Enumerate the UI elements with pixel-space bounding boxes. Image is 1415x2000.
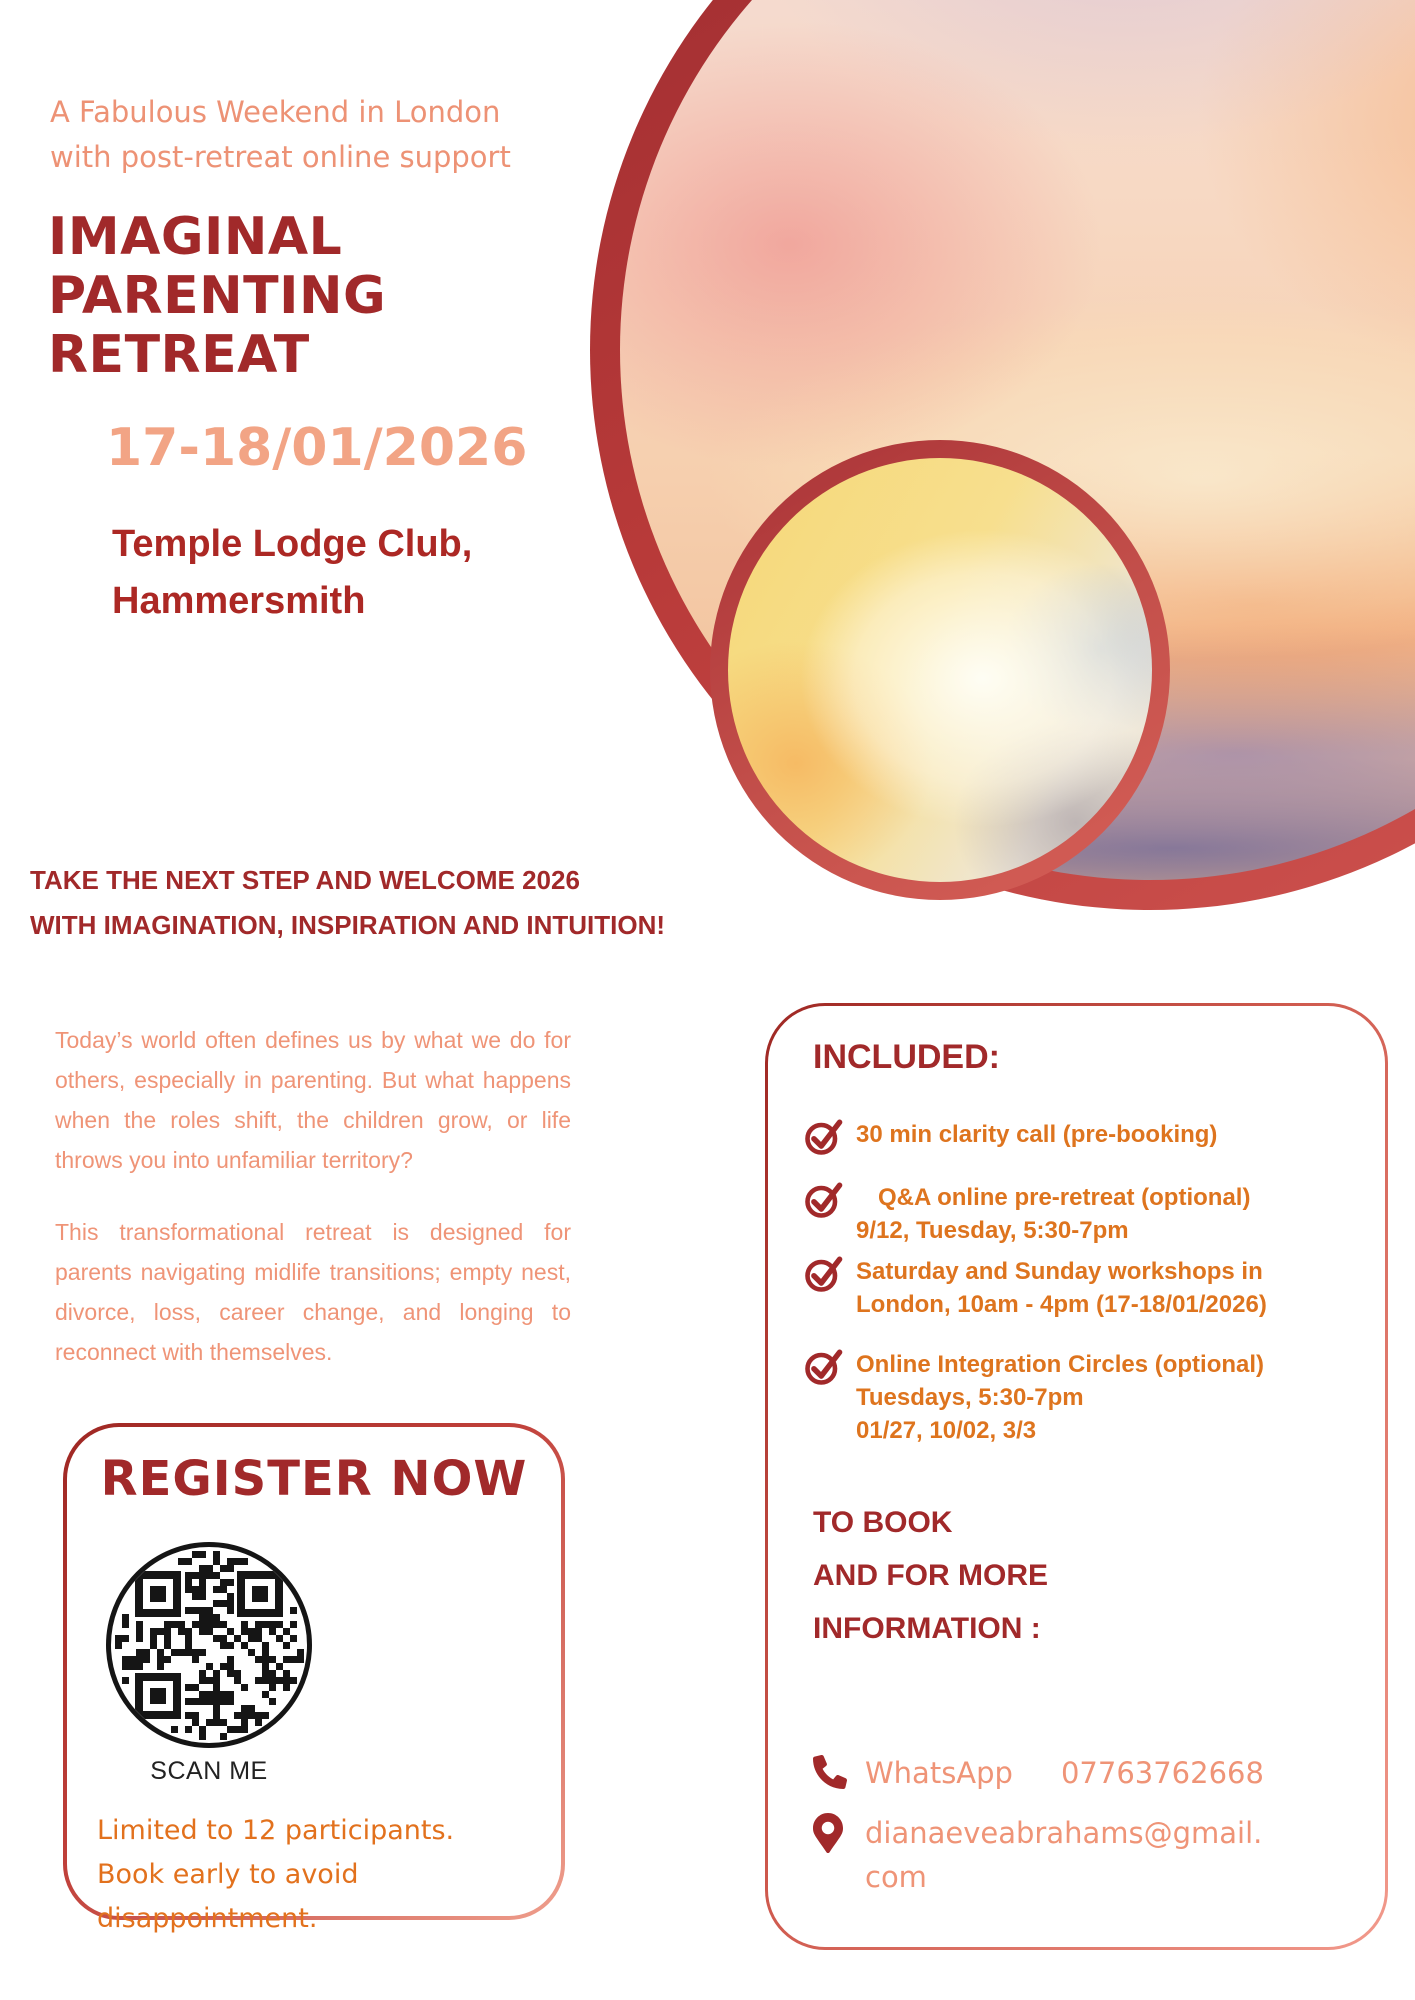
qr-module xyxy=(122,1677,129,1684)
qr-module xyxy=(164,1621,171,1628)
qr-code xyxy=(106,1542,312,1748)
title-line: IMAGINAL xyxy=(48,207,343,267)
qr-module xyxy=(276,1663,283,1670)
qr-module xyxy=(255,1719,262,1726)
qr-module xyxy=(213,1670,220,1677)
qr-module xyxy=(199,1726,206,1733)
qr-module xyxy=(164,1635,171,1642)
qr-module xyxy=(192,1656,199,1663)
qr-module xyxy=(220,1565,227,1572)
qr-module xyxy=(122,1621,129,1628)
qr-module xyxy=(150,1642,157,1649)
qr-module xyxy=(227,1565,234,1572)
qr-module xyxy=(255,1628,262,1635)
qr-module xyxy=(269,1684,276,1691)
qr-module xyxy=(234,1635,241,1642)
qr-module xyxy=(255,1635,262,1642)
qr-module xyxy=(192,1593,199,1600)
qr-module xyxy=(262,1642,269,1649)
qr-module xyxy=(220,1621,227,1628)
qr-module xyxy=(185,1649,192,1656)
qr-module xyxy=(234,1677,241,1684)
qr-module xyxy=(192,1551,199,1558)
included-item xyxy=(802,1251,1267,1321)
qr-module xyxy=(192,1621,199,1628)
qr-module xyxy=(297,1649,304,1656)
qr-module xyxy=(199,1677,206,1684)
qr-module xyxy=(185,1684,192,1691)
qr-module xyxy=(129,1656,136,1663)
check-circle-icon xyxy=(802,1177,846,1221)
qr-finder-center xyxy=(150,1688,166,1704)
qr-module xyxy=(241,1712,248,1719)
tagline xyxy=(30,858,665,948)
qr-module xyxy=(206,1691,213,1698)
qr-module xyxy=(192,1719,199,1726)
qr-module xyxy=(220,1663,227,1670)
qr-module xyxy=(290,1621,297,1628)
qr-module xyxy=(220,1635,227,1642)
qr-module xyxy=(122,1656,129,1663)
qr-module xyxy=(290,1607,297,1614)
qr-module xyxy=(213,1719,220,1726)
qr-module xyxy=(213,1712,220,1719)
qr-module xyxy=(227,1558,234,1565)
qr-module xyxy=(213,1558,220,1565)
qr-module xyxy=(115,1635,122,1642)
qr-module xyxy=(283,1677,290,1684)
qr-module xyxy=(185,1586,192,1593)
qr-module xyxy=(241,1621,248,1628)
qr-module xyxy=(213,1635,220,1642)
qr-module xyxy=(255,1621,262,1628)
qr-module xyxy=(283,1642,290,1649)
qr-module xyxy=(122,1635,129,1642)
qr-finder-pattern xyxy=(237,1571,283,1617)
included-panel xyxy=(765,1003,1388,1950)
qr-module xyxy=(199,1733,206,1740)
qr-module xyxy=(248,1712,255,1719)
qr-module xyxy=(164,1642,171,1649)
qr-module xyxy=(269,1628,276,1635)
included-heading: INCLUDED: xyxy=(813,1038,1000,1076)
qr-module xyxy=(269,1621,276,1628)
qr-module xyxy=(234,1670,241,1677)
qr-module xyxy=(290,1677,297,1684)
qr-module xyxy=(199,1607,206,1614)
qr-module xyxy=(143,1649,150,1656)
included-item-line: 9/12, Tuesday, 5:30-7pm xyxy=(856,1217,1129,1244)
qr-module xyxy=(122,1614,129,1621)
page-title xyxy=(48,208,386,385)
qr-module xyxy=(213,1684,220,1691)
qr-module xyxy=(199,1628,206,1635)
qr-module xyxy=(185,1635,192,1642)
qr-module xyxy=(241,1726,248,1733)
qr-module xyxy=(241,1558,248,1565)
qr-module xyxy=(136,1649,143,1656)
qr-module xyxy=(290,1635,297,1642)
qr-module xyxy=(276,1635,283,1642)
qr-module xyxy=(220,1586,227,1593)
qr-module xyxy=(283,1684,290,1691)
qr-module xyxy=(171,1621,178,1628)
qr-module xyxy=(150,1635,157,1642)
tagline-line: TAKE THE NEXT STEP AND WELCOME 2026 xyxy=(30,865,580,895)
qr-module xyxy=(192,1649,199,1656)
qr-module xyxy=(276,1677,283,1684)
qr-module xyxy=(227,1628,234,1635)
qr-module xyxy=(192,1712,199,1719)
venue-line: Hammersmith xyxy=(112,580,366,622)
qr-module xyxy=(227,1593,234,1600)
qr-module xyxy=(234,1712,241,1719)
included-item-line: 30 min clarity call (pre-booking) xyxy=(856,1121,1218,1148)
qr-module xyxy=(178,1649,185,1656)
qr-module xyxy=(213,1586,220,1593)
qr-module xyxy=(262,1621,269,1628)
qr-module xyxy=(199,1621,206,1628)
qr-module xyxy=(255,1656,262,1663)
qr-module xyxy=(136,1663,143,1670)
qr-module xyxy=(283,1670,290,1677)
qr-module xyxy=(206,1677,213,1684)
qr-module xyxy=(269,1670,276,1677)
qr-module xyxy=(171,1726,178,1733)
qr-module xyxy=(262,1712,269,1719)
qr-module xyxy=(199,1551,206,1558)
email-address: dianaeveabrahams@gmail.com xyxy=(865,1816,1263,1894)
qr-module xyxy=(185,1698,192,1705)
register-notes xyxy=(97,1809,561,1941)
qr-module xyxy=(213,1600,220,1607)
register-note-line: Book early to avoid disappointment. xyxy=(97,1859,359,1934)
qr-module xyxy=(227,1656,234,1663)
check-circle-icon xyxy=(802,1114,846,1158)
qr-module xyxy=(269,1698,276,1705)
qr-finder-pattern xyxy=(135,1673,181,1719)
qr-module xyxy=(276,1621,283,1628)
qr-module xyxy=(262,1656,269,1663)
qr-module xyxy=(227,1726,234,1733)
qr-module xyxy=(262,1677,269,1684)
qr-module xyxy=(122,1663,129,1670)
qr-module xyxy=(206,1719,213,1726)
intro-paragraph-1: Today’s world often defines us by what we do for others, especially in parenting. But what happens when the roles shift, the children grow, or life throws you into unfamiliar territory? xyxy=(55,1027,571,1173)
qr-module xyxy=(241,1705,248,1712)
qr-module xyxy=(269,1677,276,1684)
whatsapp-contact xyxy=(813,1751,1264,1795)
qr-module xyxy=(129,1663,136,1670)
included-item-line: Q&A online pre-retreat (optional) xyxy=(878,1184,1251,1211)
qr-module xyxy=(206,1572,213,1579)
booking-heading-line: TO BOOK xyxy=(813,1506,953,1539)
qr-module xyxy=(192,1586,199,1593)
qr-module xyxy=(213,1621,220,1628)
qr-module xyxy=(206,1614,213,1621)
qr-module xyxy=(213,1572,220,1579)
qr-module xyxy=(206,1621,213,1628)
title-line: RETREAT xyxy=(48,325,310,385)
qr-module xyxy=(164,1628,171,1635)
qr-module xyxy=(227,1607,234,1614)
location-pin-icon xyxy=(813,1811,865,1858)
golden-watercolor-circle xyxy=(710,440,1170,900)
qr-module xyxy=(143,1656,150,1663)
qr-module xyxy=(199,1649,206,1656)
subtitle-line: A Fabulous Weekend in London xyxy=(50,95,501,129)
qr-module xyxy=(283,1656,290,1663)
whatsapp-label: WhatsApp xyxy=(865,1756,1013,1790)
qr-module xyxy=(227,1663,234,1670)
qr-module xyxy=(227,1579,234,1586)
qr-module xyxy=(192,1607,199,1614)
email-contact xyxy=(813,1811,1265,1899)
qr-module xyxy=(220,1600,227,1607)
qr-module xyxy=(206,1628,213,1635)
qr-module xyxy=(234,1726,241,1733)
qr-module xyxy=(206,1663,213,1670)
qr-module xyxy=(248,1649,255,1656)
included-item-line: Tuesdays, 5:30-7pm xyxy=(856,1384,1084,1411)
phone-icon xyxy=(813,1753,865,1794)
check-circle-icon xyxy=(802,1251,846,1295)
qr-module xyxy=(136,1635,143,1642)
included-item xyxy=(802,1114,1217,1158)
qr-finder-center xyxy=(252,1586,268,1602)
qr-module xyxy=(220,1719,227,1726)
qr-module xyxy=(206,1565,213,1572)
qr-module xyxy=(213,1691,220,1698)
qr-module xyxy=(262,1649,269,1656)
qr-module xyxy=(227,1642,234,1649)
qr-module xyxy=(150,1628,157,1635)
qr-module xyxy=(199,1565,206,1572)
qr-module xyxy=(157,1656,164,1663)
qr-module xyxy=(248,1705,255,1712)
qr-module xyxy=(136,1656,143,1663)
included-item-line: Online Integration Circles (optional) xyxy=(856,1351,1265,1378)
qr-finder-center xyxy=(150,1586,166,1602)
qr-module xyxy=(206,1607,213,1614)
qr-module xyxy=(199,1572,206,1579)
qr-module xyxy=(213,1614,220,1621)
qr-module xyxy=(227,1698,234,1705)
subtitle xyxy=(50,90,511,180)
qr-module xyxy=(241,1719,248,1726)
qr-module xyxy=(241,1642,248,1649)
intro-paragraph-2: This transformational retreat is designed for parents navigating midlife transitions; empty nest, divorce, loss, career change, and longing to reconnect with themselves. xyxy=(55,1219,571,1365)
qr-module xyxy=(178,1558,185,1565)
qr-module xyxy=(227,1691,234,1698)
qr-module xyxy=(255,1712,262,1719)
qr-scan-label: SCAN ME xyxy=(150,1757,268,1785)
qr-module xyxy=(185,1579,192,1586)
qr-finder-pattern xyxy=(135,1571,181,1617)
whatsapp-number: 07763762668 xyxy=(1060,1756,1264,1790)
qr-module xyxy=(185,1558,192,1565)
included-item xyxy=(802,1344,1264,1447)
qr-module xyxy=(199,1586,206,1593)
qr-module xyxy=(192,1698,199,1705)
register-heading: REGISTER NOW xyxy=(100,1451,528,1507)
qr-module xyxy=(178,1621,185,1628)
qr-module xyxy=(213,1705,220,1712)
check-circle-icon xyxy=(802,1344,846,1388)
tagline-line: WITH IMAGINATION, INSPIRATION AND INTUITION! xyxy=(30,910,666,940)
included-item-line: 01/27, 10/02, 3/3 xyxy=(856,1417,1037,1444)
qr-module xyxy=(241,1684,248,1691)
subtitle-line: with post-retreat online support xyxy=(50,140,511,174)
qr-module xyxy=(220,1642,227,1649)
qr-module xyxy=(185,1642,192,1649)
qr-module xyxy=(220,1698,227,1705)
qr-module xyxy=(199,1691,206,1698)
qr-module xyxy=(185,1628,192,1635)
qr-module xyxy=(185,1712,192,1719)
qr-module xyxy=(213,1698,220,1705)
qr-module xyxy=(248,1628,255,1635)
qr-module xyxy=(262,1663,269,1670)
included-item-line: Saturday and Sunday workshops in xyxy=(856,1258,1263,1285)
qr-module xyxy=(220,1733,227,1740)
qr-module xyxy=(171,1649,178,1656)
qr-module xyxy=(192,1684,199,1691)
qr-module xyxy=(213,1677,220,1684)
booking-heading-line: AND FOR MORE xyxy=(813,1559,1048,1592)
qr-module xyxy=(199,1579,206,1586)
venue xyxy=(112,516,472,630)
qr-module xyxy=(262,1691,269,1698)
qr-module xyxy=(283,1628,290,1635)
qr-module xyxy=(157,1628,164,1635)
qr-module xyxy=(255,1677,262,1684)
qr-module xyxy=(178,1628,185,1635)
qr-module xyxy=(262,1670,269,1677)
qr-module xyxy=(220,1691,227,1698)
register-panel xyxy=(63,1423,565,1934)
qr-module xyxy=(269,1656,276,1663)
qr-module xyxy=(185,1607,192,1614)
qr-module xyxy=(290,1656,297,1663)
qr-module xyxy=(157,1649,164,1656)
qr-module xyxy=(115,1642,122,1649)
venue-line: Temple Lodge Club, xyxy=(112,523,473,565)
qr-module xyxy=(199,1698,206,1705)
qr-module xyxy=(185,1572,192,1579)
golden-watercolor-image xyxy=(728,458,1152,882)
qr-module xyxy=(157,1663,164,1670)
booking-heading-line: INFORMATION : xyxy=(813,1612,1041,1645)
qr-module xyxy=(136,1628,143,1635)
qr-module xyxy=(227,1670,234,1677)
qr-module xyxy=(241,1628,248,1635)
qr-module xyxy=(199,1670,206,1677)
qr-module xyxy=(164,1656,171,1663)
qr-module xyxy=(248,1635,255,1642)
title-line: PARENTING xyxy=(48,266,387,326)
qr-module xyxy=(185,1726,192,1733)
qr-module xyxy=(234,1558,241,1565)
included-item xyxy=(802,1177,1250,1247)
event-date: 17-18/01/2026 xyxy=(106,418,528,478)
qr-module xyxy=(213,1551,220,1558)
qr-module xyxy=(199,1614,206,1621)
booking-heading xyxy=(813,1496,1048,1655)
qr-module xyxy=(206,1698,213,1705)
qr-module xyxy=(220,1579,227,1586)
included-item-line: London, 10am - 4pm (17-18/01/2026) xyxy=(856,1291,1267,1318)
qr-module xyxy=(192,1572,199,1579)
qr-module xyxy=(199,1593,206,1600)
register-note-line: Limited to 12 participants. xyxy=(97,1815,455,1846)
qr-module xyxy=(227,1600,234,1607)
qr-module xyxy=(297,1656,304,1663)
qr-module xyxy=(136,1621,143,1628)
